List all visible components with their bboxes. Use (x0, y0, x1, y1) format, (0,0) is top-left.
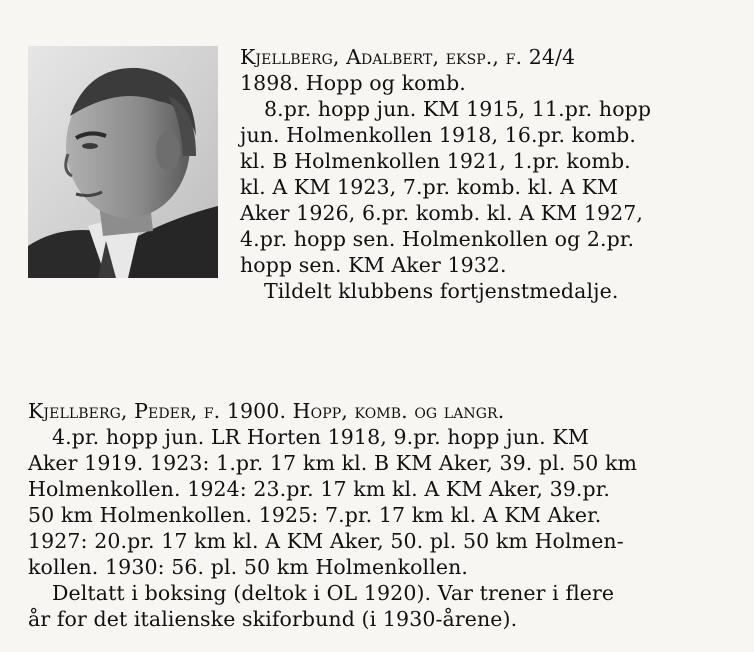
text-line: 8.pr. hopp jun. KM 1915, 11.pr. hopp (264, 97, 652, 121)
entry-header (28, 398, 728, 424)
text-line: hopp sen. KM Aker 1932. (240, 253, 507, 277)
entry-note: Deltatt i boksing (deltok i OL 1920). Var trener i flere (52, 581, 615, 605)
text-line: 50 km Holmenkollen. 1925: 7.pr. 17 km kl. A KM Aker. (28, 503, 602, 527)
text-line: kl. B Holmenkollen 1921, 1.pr. komb. (240, 149, 631, 173)
entry-header-text: Kjellberg, Adalbert, eksp., f. 24/4 (240, 45, 576, 69)
portrait-photo (28, 46, 218, 278)
text-line: Aker 1926, 6.pr. komb. kl. A KM 1927, (240, 201, 644, 225)
entry-header (240, 44, 728, 70)
text-line: 1927: 20.pr. 17 km kl. A KM Aker, 50. pl. 50 km Holmen- (28, 529, 624, 553)
text-line: kl. A KM 1923, 7.pr. komb. kl. A KM (240, 175, 619, 199)
entry-header-text: Kjellberg, Peder, f. 1900. Hopp, komb. og langr. (28, 399, 505, 423)
text-line: jun. Holmenkollen 1918, 16.pr. komb. (240, 123, 637, 147)
entry-note: Tildelt klubbens fortjenstmedalje. (264, 279, 619, 303)
biography-entry-peder (28, 398, 728, 632)
text-line: 4.pr. hopp sen. Holmenkollen og 2.pr. (240, 227, 635, 251)
entry-note-continued: år for det italienske skiforbund (i 1930-årene). (28, 607, 518, 631)
text-line: Holmenkollen. 1924: 23.pr. 17 km kl. A KM Aker, 39.pr. (28, 477, 610, 501)
text-line: 4.pr. hopp jun. LR Horten 1918, 9.pr. hopp jun. KM (52, 425, 589, 449)
biography-entry-adalbert (240, 44, 728, 304)
text-line: Aker 1919. 1923: 1.pr. 17 km kl. B KM Aker, 39. pl. 50 km (28, 451, 638, 475)
text-line: kollen. 1930: 56. pl. 50 km Holmenkollen. (28, 555, 469, 579)
entry-header-continued (240, 70, 728, 96)
entry-header-text-2: 1898. Hopp og komb. (240, 71, 466, 95)
